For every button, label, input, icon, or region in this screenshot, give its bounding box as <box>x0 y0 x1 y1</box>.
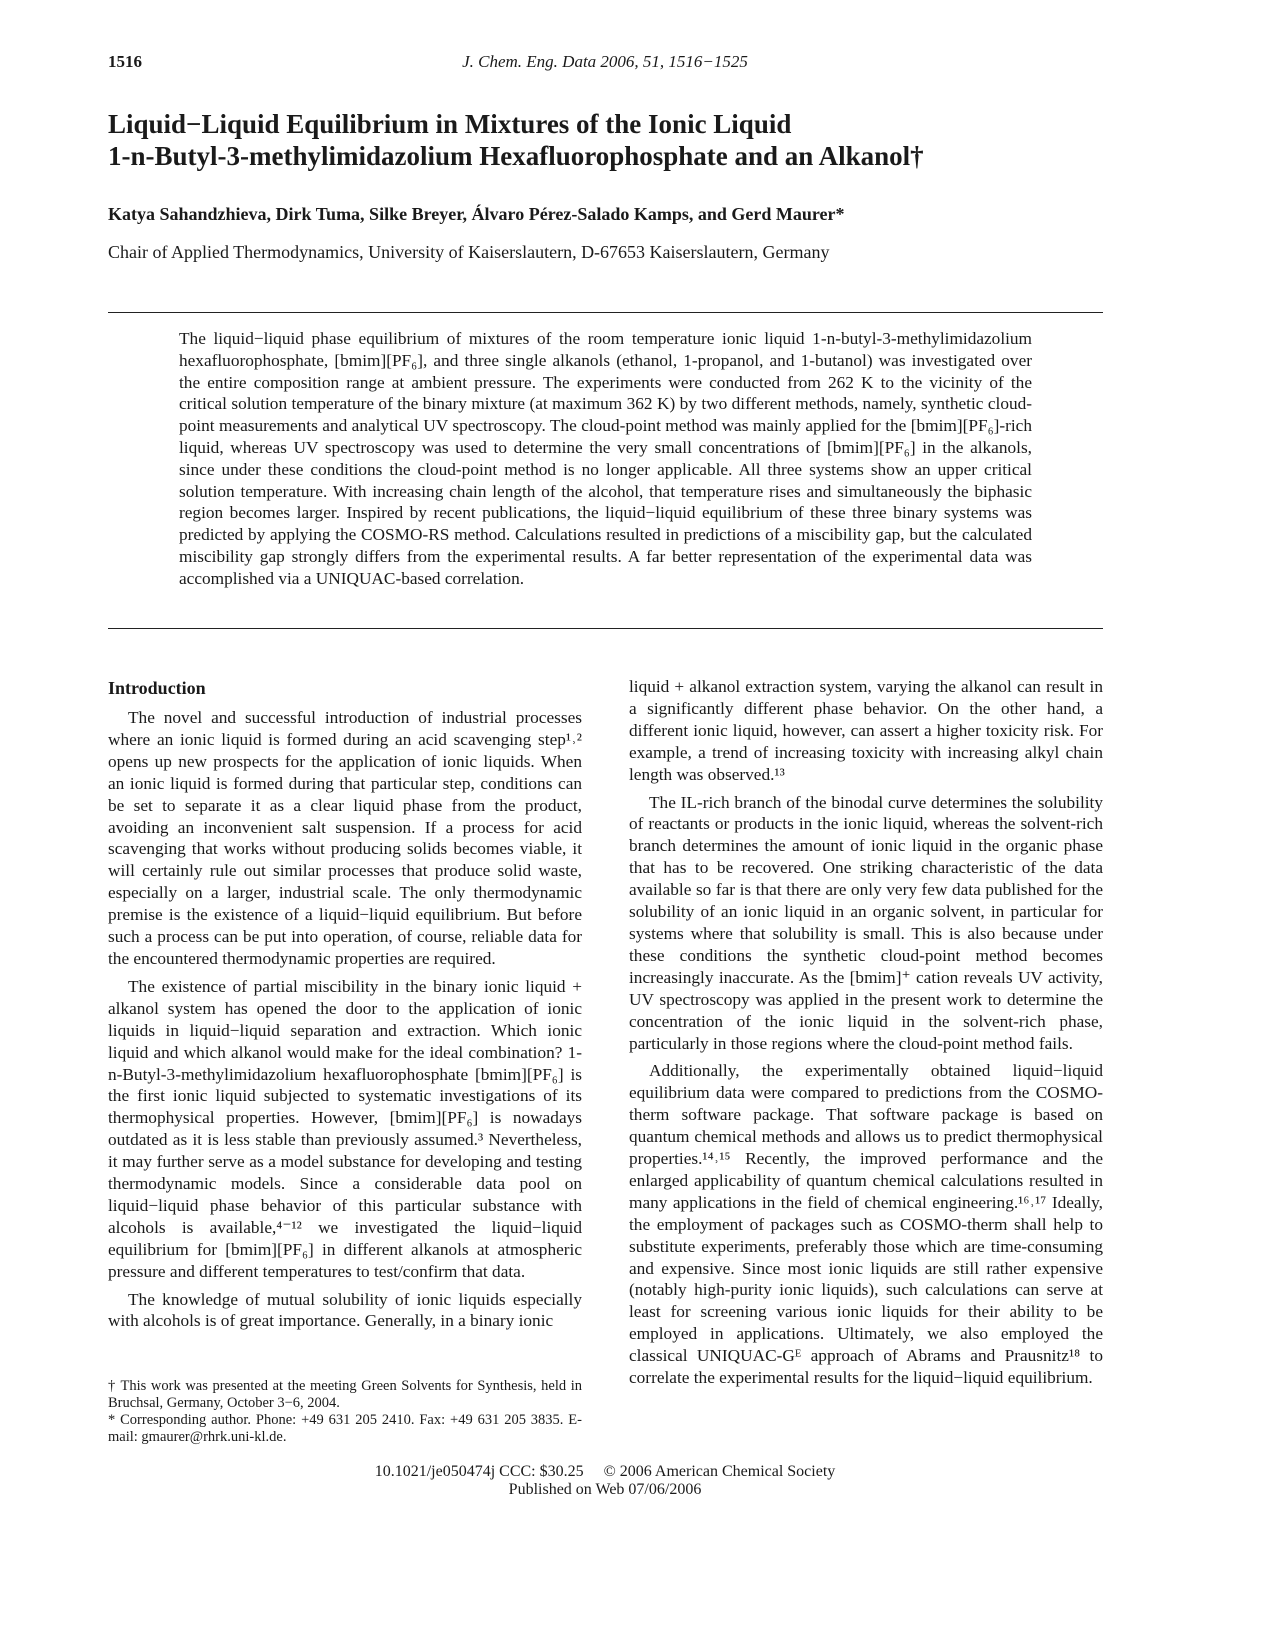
footnote-dagger: † This work was presented at the meeting Green Solvents for Synthesis, held in Bruchsal, Germany, October 3−6, 2004. <box>108 1378 582 1411</box>
divider-bottom <box>108 628 1103 629</box>
paragraph: Additionally, the experimentally obtained liquid−liquid equilibrium data were compared to predictions from the COSMO-therm software package. That software package is based on quantum chemical methods and allows us to predict thermophysical properties.¹⁴˒¹⁵ Recently, the improved performance and the enlarged applicability of quantum chemical calculations resulted in many applications in the field of chemical engineering.¹⁶˒¹⁷ Ideally, the employment of packages such as COSMO-therm shall help to substitute experiments, preferably those which are time-consuming and expensive. Since most ionic liquids are still rather expensive (notably high-purity ionic liquids), such calculations can serve at least for screening various ionic liquids for their ability to be employed in applications. Ultimately, we also employed the classical UNIQUAC-Gᴱ approach of Abrams and Prausnitz¹⁸ to correlate the experimental results for the liquid−liquid equilibrium. <box>629 1061 1103 1388</box>
paragraph: The IL-rich branch of the binodal curve determines the solubility of reactants or products in the ionic liquid, whereas the solvent-rich branch determines the amount of ionic liquid in the organic phase that has to be recovered. One striking characteristic of the data available so far is that there are only very few data published for the solubility of an ionic liquid in an organic solvent, in particular for systems where that solubility is small. This is also because under these conditions the synthetic cloud-point method becomes increasingly inaccurate. As the [bmim]⁺ cation reveals UV activity, UV spectroscopy was applied in the present work to determine the concentration of the ionic liquid in the solvent-rich phase, particularly in those regions where the cloud-point method fails. <box>629 792 1103 1053</box>
doi-line: 10.1021/je050474j CCC: $30.25 © 2006 American Chemical Society <box>374 1463 836 1480</box>
abstract: The liquid−liquid phase equilibrium of mixtures of the room temperature ionic liquid 1-n-butyl-3-methylimidazolium hexafluorophosphate, [bmim][PF₆], and three single alkanols (ethanol, 1-propanol, and 1-butanol) was investigated over the entire composition range at ambient pressure. The experiments were conducted from 262 K to the vicinity of the critical solution temperature of the binary mixture (at maximum 362 K) by two different methods, namely, synthetic cloud-point measurements and analytical UV spectroscopy. The cloud-point method was mainly applied for the [bmim][PF₆]-rich liquid, whereas UV spectroscopy was used to determine the very small concentrations of [bmim][PF₆] in the alkanols, since under these conditions the cloud-point method is no longer applicable. All three systems show an upper critical solution temperature. With increasing chain length of the alcohol, that temperature rises and simultaneously the biphasic region becomes larger. Inspired by recent publications, the liquid−liquid equilibrium of these three binary systems was predicted by applying the COSMO-RS method. Calculations resulted in predictions of a miscibility gap, but the calculated miscibility gap strongly differs from the experimental results. A far better representation of the experimental data was accomplished via a UNIQUAC-based correlation. <box>179 329 1032 588</box>
left-column <box>108 676 582 1338</box>
published-date: Published on Web 07/06/2006 <box>508 1481 702 1498</box>
journal-citation: J. Chem. Eng. Data 2006, 51, 1516−1525 <box>462 52 748 71</box>
paragraph-continuation: liquid + alkanol extraction system, varying the alkanol can result in a significantly different phase behavior. On the other hand, a different ionic liquid, however, can assert a higher toxicity risk. For example, a trend of increasing toxicity with increasing alkyl chain length was observed.¹³ <box>629 677 1103 784</box>
paper-title <box>108 108 1108 172</box>
authors: Katya Sahandzhieva, Dirk Tuma, Silke Breyer, Álvaro Pérez-Salado Kamps, and Gerd Maurer* <box>108 204 845 224</box>
title-line-1: Liquid−Liquid Equilibrium in Mixtures of the Ionic Liquid <box>108 109 792 139</box>
footnote-corresponding: * Corresponding author. Phone: +49 631 205 2410. Fax: +49 631 205 3835. E-mail: gmaurer@rhrk.uni-kl.de. <box>108 1412 582 1445</box>
page-number: 1516 <box>108 52 142 71</box>
divider-top <box>108 312 1103 313</box>
section-heading: Introduction <box>108 678 206 698</box>
page-footer <box>0 1463 1210 1499</box>
title-line-2: 1-n-Butyl-3-methylimidazolium Hexafluorophosphate and an Alkanol† <box>108 141 924 171</box>
paragraph: The novel and successful introduction of industrial processes where an ionic liquid is formed during an acid scavenging step¹˒² opens up new prospects for the application of ionic liquids. When an ionic liquid is formed during that particular step, conditions can be set to separate it as a clear liquid phase from the product, avoiding an inconvenient salt suspension. If a process for acid scavenging that works without producing solids becomes viable, it will certainly rule out similar processes that produce solid waste, especially on a larger, industrial scale. The only thermodynamic premise is the existence of a liquid−liquid equilibrium. But before such a process can be put into operation, of course, reliable data for the encountered thermodynamic properties are required. <box>108 708 582 968</box>
paragraph: The knowledge of mutual solubility of ionic liquids especially with alcohols is of great importance. Generally, in a binary ionic <box>108 1289 582 1331</box>
right-column <box>629 676 1103 1395</box>
paragraph: The existence of partial miscibility in the binary ionic liquid + alkanol system has opened the door to the application of ionic liquids in liquid−liquid separation and extraction. Which ionic liquid and which alkanol would make for the ideal combination? 1-n-Butyl-3-methylimidazolium hexafluorophosphate [bmim][PF₆] is the first ionic liquid subjected to systematic investigations of its thermophysical properties. However, [bmim][PF₆] is nowadays outdated as it is less stable than previously assumed.³ Nevertheless, it may further serve as a model substance for developing and testing thermodynamic models. Since a considerable data pool on liquid−liquid phase behavior of this particular substance with alcohols is available,⁴⁻¹² we investigated the liquid−liquid equilibrium for [bmim][PF₆] in different alkanols at atmospheric pressure and different temperatures to test/confirm that data. <box>108 976 582 1281</box>
affiliation: Chair of Applied Thermodynamics, University of Kaiserslautern, D-67653 Kaiserslautern, Germany <box>108 242 830 262</box>
footnotes <box>108 1378 582 1446</box>
